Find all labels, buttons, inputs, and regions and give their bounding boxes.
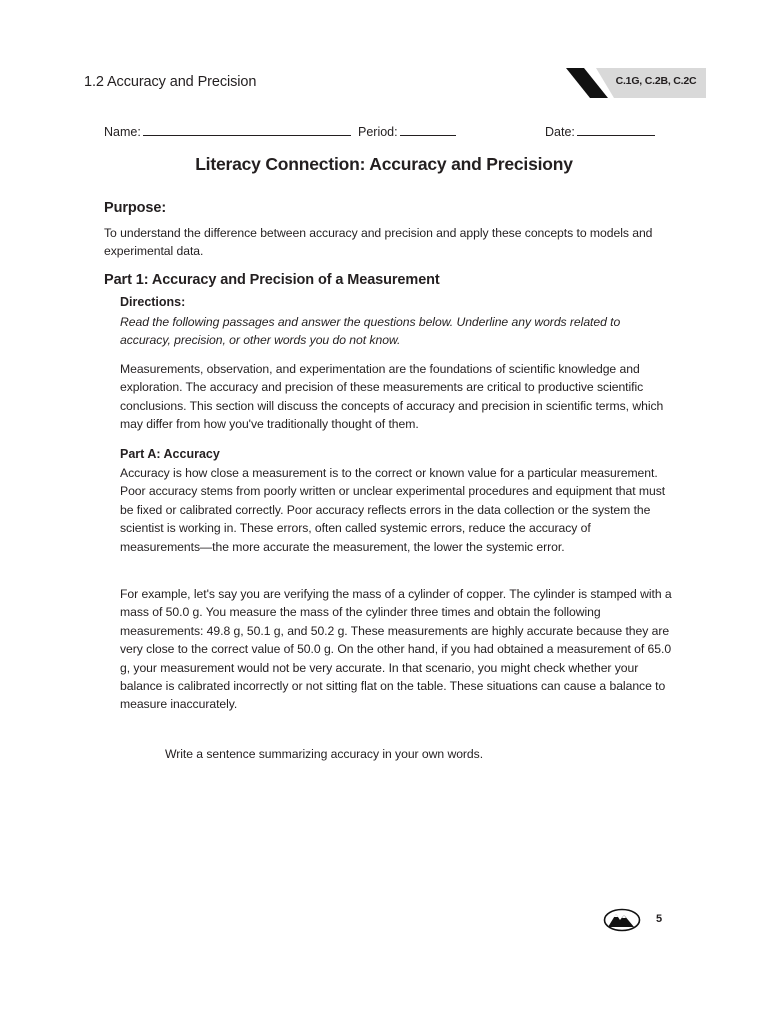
- mountain-logo-icon: [603, 908, 641, 932]
- name-label: Name:: [104, 125, 141, 139]
- accuracy-paragraph: Accuracy is how close a measurement is to the correct or known value for a particular measurement. Poor accuracy stems from poorly written or unclear experimental procedures and equipment that must be fixed or calibrated correctly. Poor accuracy reflects errors in the data collection or the system the scientist is working in. These errors, often called systemic errors, reduce the accuracy of measurements—the more accurate the measurement, the lower the systemic error.: [120, 466, 666, 554]
- date-field[interactable]: [545, 124, 655, 139]
- standards-text: C.1G, C.2B, C.2C: [615, 75, 697, 87]
- page-number: 5: [656, 913, 663, 925]
- name-line[interactable]: [143, 124, 351, 136]
- page-title: Literacy Connection: Accuracy and Precisiony: [195, 154, 573, 174]
- date-line[interactable]: [577, 124, 655, 136]
- summary-prompt: Write a sentence summarizing accuracy in your own words.: [165, 747, 484, 761]
- example-paragraph: For example, let's say you are verifying the mass of a cylinder of copper. The cylinder is stamped with a mass of 50.0 g. You measure the mass of the cylinder three times and obtain the following measurements: 49.8 g, 50.1 g, and 50.2 g. These measurements are highly accurate because they are very close to the correct value of 50.0 g. On the other hand, if you had obtained a measurement of 65.0 g, your measurement would not be very accurate. In that scenario, you might check whether your balance is calibrated incorrectly or not sitting flat on the table. These situations can cause a balance to measure inaccurately.: [120, 587, 672, 712]
- date-label: Date:: [545, 125, 575, 139]
- part-a-heading: Part A: Accuracy: [120, 447, 220, 461]
- period-label: Period:: [358, 125, 398, 139]
- name-field[interactable]: [104, 124, 351, 139]
- intro-paragraph: Measurements, observation, and experimentation are the foundations of scientific knowledge and exploration. The accuracy and precision of these measurements are critical to productive scientific conclusions. This section will discuss the concepts of accuracy and precision in scientific terms, which may differ from how you've traditionally thought of them.: [120, 362, 664, 432]
- standards-badge: [566, 68, 706, 98]
- part1-heading: Part 1: Accuracy and Precision of a Measurement: [104, 272, 440, 288]
- publisher-logo: [603, 908, 641, 932]
- directions-heading: Directions:: [120, 295, 186, 309]
- directions-text: Read the following passages and answer the questions below. Underline any words related to accuracy, precision, or other words you do not know.: [120, 315, 621, 348]
- period-field[interactable]: [358, 124, 456, 139]
- purpose-text: To understand the difference between accuracy and precision and apply these concepts to models and experimental data.: [104, 226, 653, 259]
- section-title: 1.2 Accuracy and Precision: [84, 74, 257, 90]
- period-line[interactable]: [400, 124, 456, 136]
- purpose-heading: Purpose:: [104, 200, 167, 216]
